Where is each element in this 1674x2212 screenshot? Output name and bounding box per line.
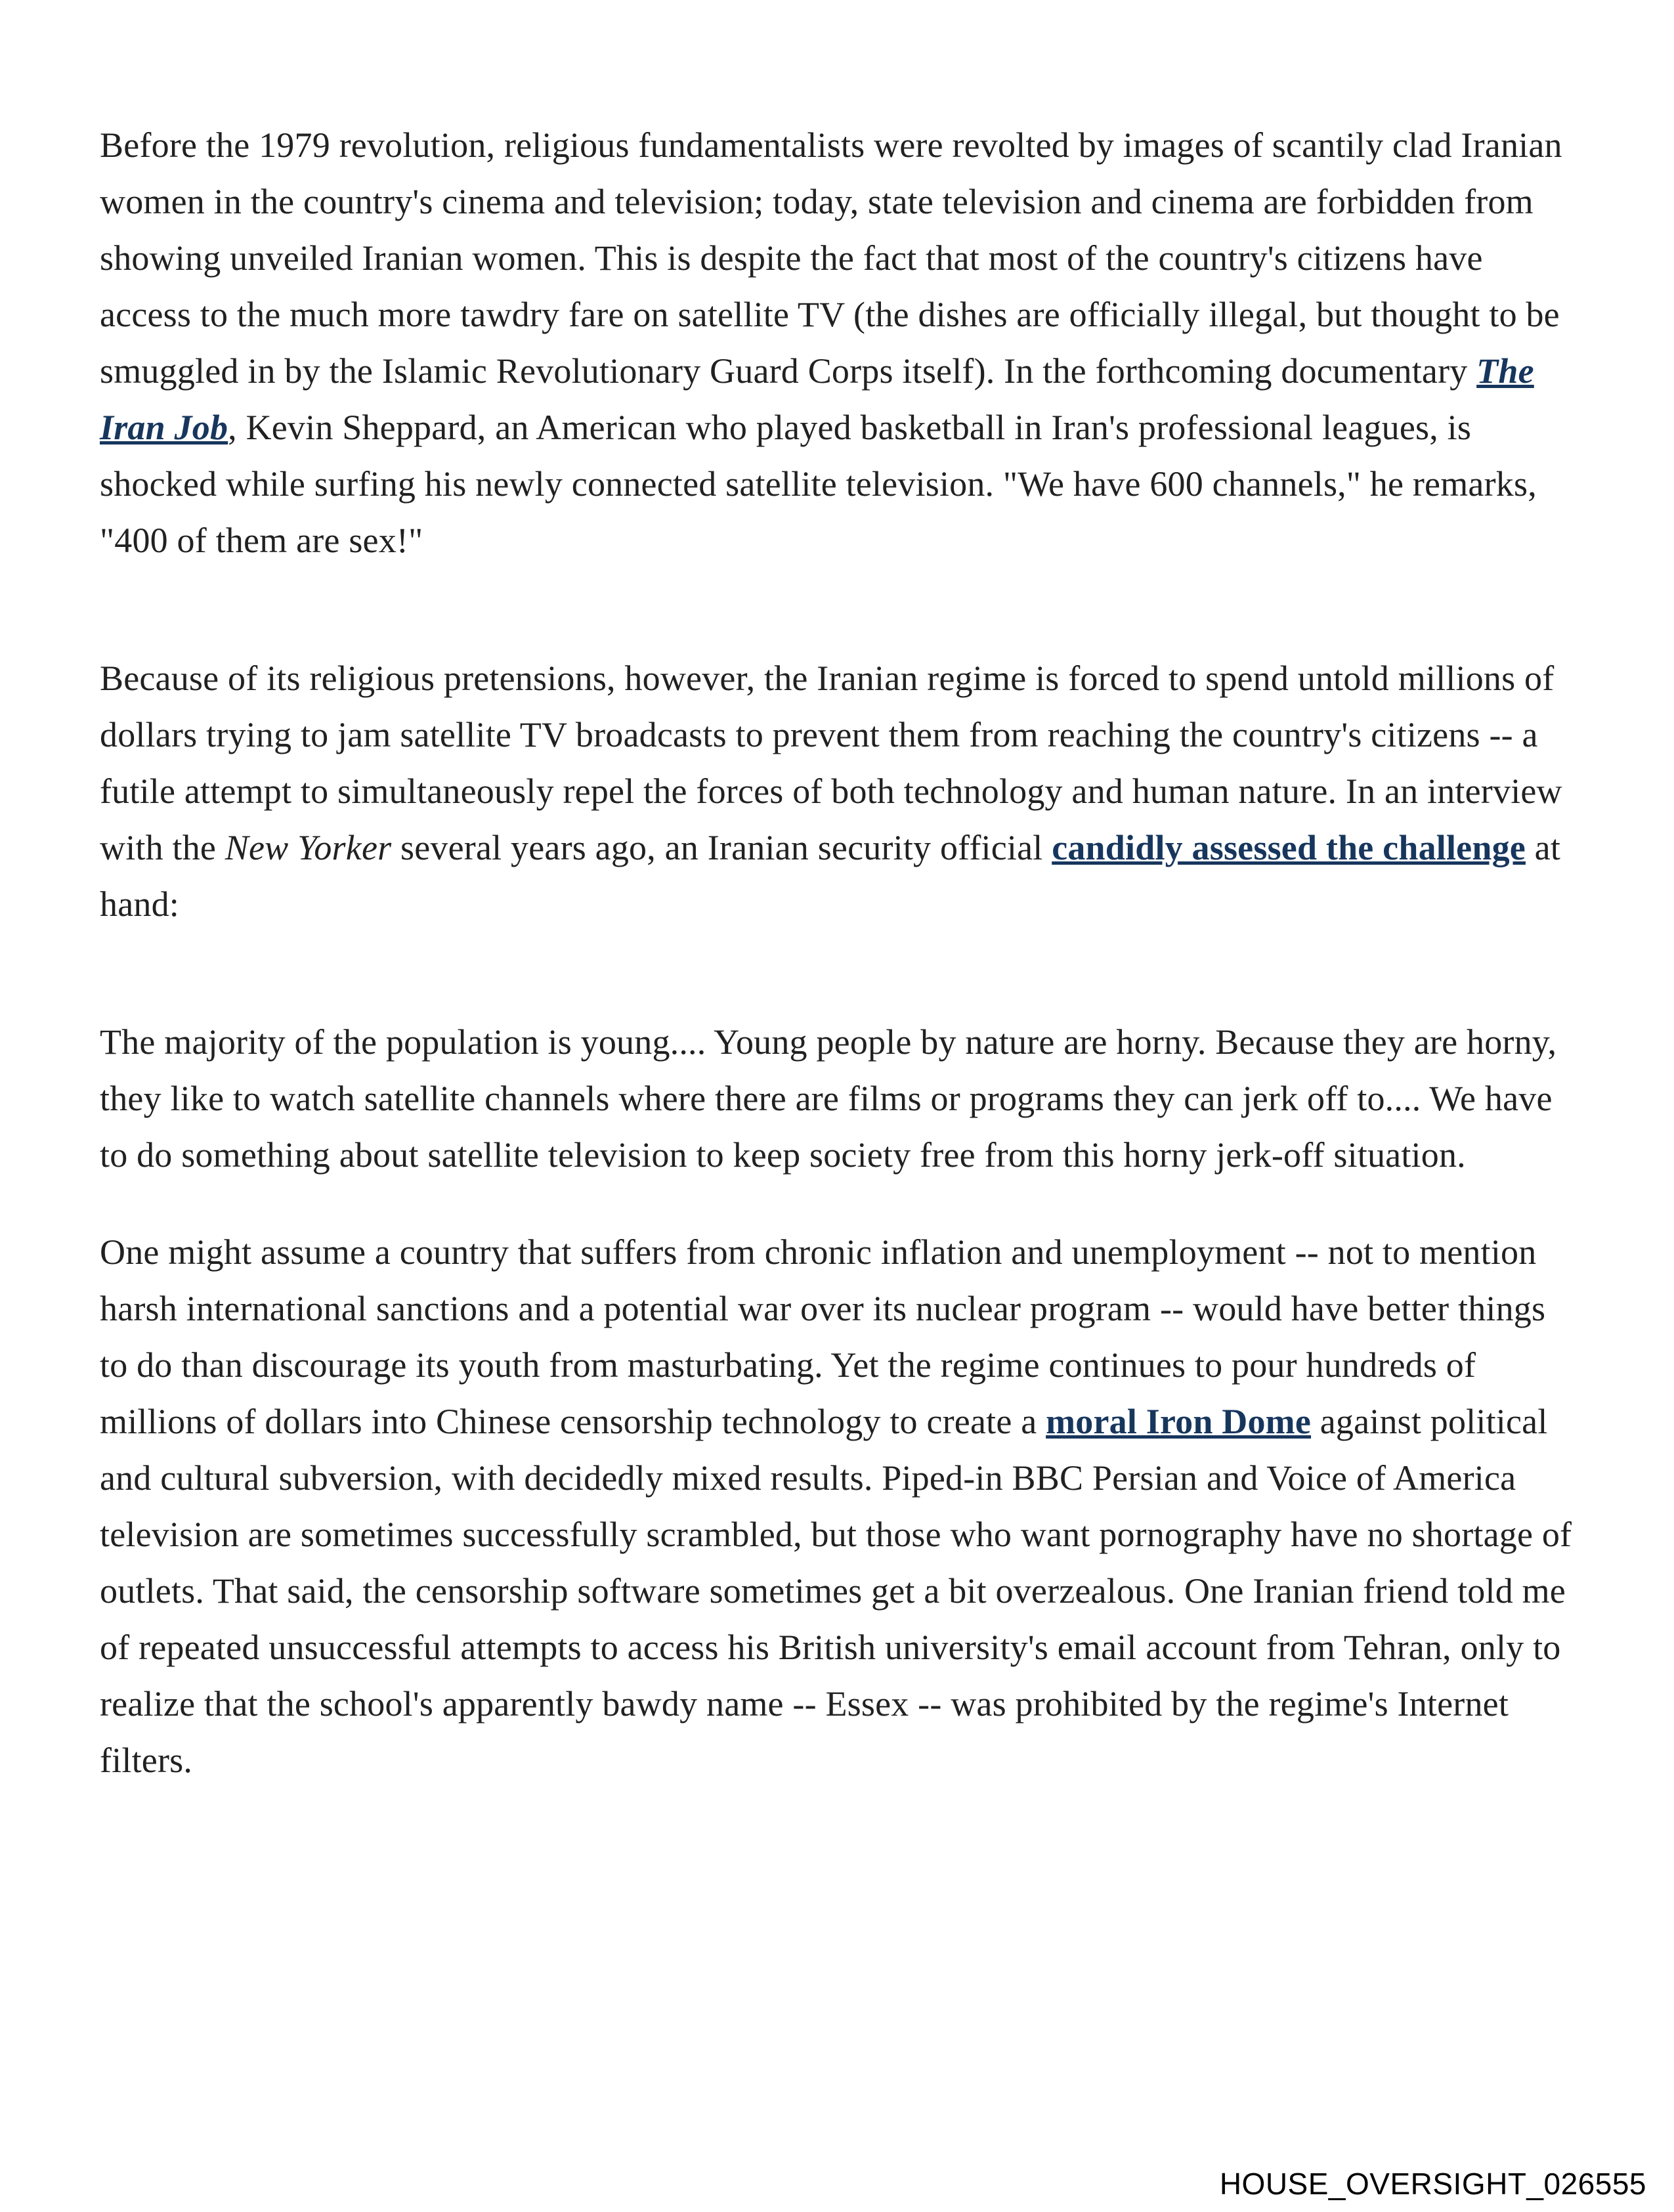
text-run: at hand: [100, 828, 1561, 924]
text-run: The majority of the population is young.... Young people by nature are horny. Because they are horny, they like to watch satellite channels where there are films or programs they can jerk off to.... We have to do something about satellite television to keep society free from this horny jerk-off situation. [100, 1022, 1557, 1175]
new-yorker-title: New Yorker [225, 828, 392, 867]
text-run: Because of its religious pretensions, however, the Iranian regime is forced to spend untold millions of dollars trying to jam satellite TV broadcasts to prevent them from reaching the country's citizens -- a futile attempt to simultaneously repel the forces of both technology and human nature. In an interview with the [100, 659, 1562, 867]
moral-iron-dome-link[interactable]: moral Iron Dome [1046, 1402, 1312, 1441]
bates-number: HOUSE_OVERSIGHT_026555 [1219, 2167, 1646, 2201]
text-run: One might assume a country that suffers from chronic inflation and unemployment -- not to mention harsh international sanctions and a potential war over its nuclear program -- would have better things to do than discourage its youth from masturbating. Yet the regime continues to pour hundreds of millions of dollars into Chinese censorship technology to create a [100, 1232, 1546, 1441]
paragraph-jamming [100, 650, 1572, 932]
paragraph-quote [100, 1014, 1572, 1183]
candidly-assessed-link[interactable]: candidly assessed the challenge [1052, 828, 1526, 867]
text-run: , Kevin Sheppard, an American who played basketball in Iran's professional leagues, is shocked while surfing his newly connected satellite television. "We have 600 channels," he remarks, "400 of them are sex!" [100, 408, 1537, 560]
article-body [100, 117, 1572, 1789]
paragraph-intro [100, 117, 1572, 569]
text-run: against political and cultural subversion, with decidedly mixed results. Piped-in BBC Persian and Voice of America television are sometimes successfully scrambled, but those who want pornography have no shortage of outlets. That said, the censorship software sometimes get a bit overzealous. One Iranian friend told me of repeated unsuccessful attempts to access his British university's email account from Tehran, only to realize that the school's apparently bawdy name -- Essex -- was prohibited by the regime's Internet filters. [100, 1402, 1572, 1780]
text-run: Before the 1979 revolution, religious fundamentalists were revolted by images of scantily clad Iranian women in the country's cinema and television; today, state television and cinema are forbidden from showing unveiled Iranian women. This is despite the fact that most of the country's citizens have access to the much more tawdry fare on satellite TV (the dishes are officially illegal, but thought to be smuggled in by the Islamic Revolutionary Guard Corps itself). In the forthcoming documentary [100, 125, 1562, 391]
text-run: several years ago, an Iranian security official [391, 828, 1052, 867]
paragraph-censorship [100, 1224, 1572, 1789]
the-iran-job-link[interactable]: The Iran Job [100, 351, 1534, 447]
